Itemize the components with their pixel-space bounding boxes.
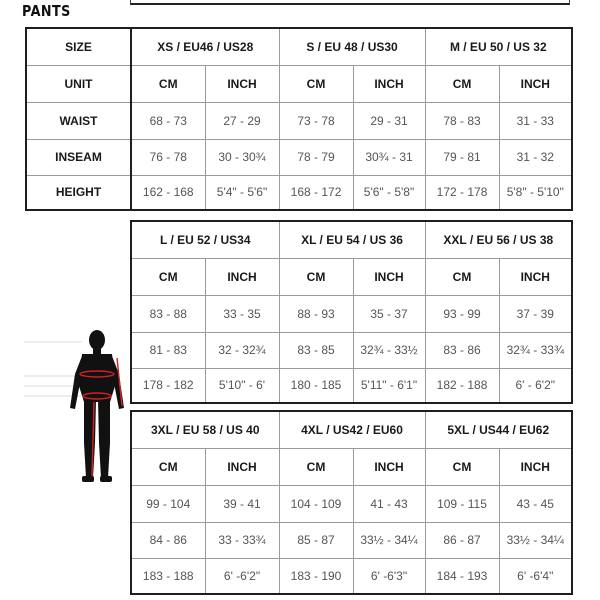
table-cell: 79 - 81	[425, 139, 499, 175]
unit-inch: INCH	[205, 258, 279, 295]
height-row	[26, 175, 572, 210]
table-cell: 33 - 35	[205, 295, 279, 332]
size-header: XS / EU46 / US28	[131, 28, 279, 65]
table-cell: 81 - 83	[131, 332, 205, 368]
table-cell: 93 - 99	[425, 295, 499, 332]
row-label-unit: UNIT	[26, 65, 131, 102]
size-row	[131, 221, 572, 258]
size-header: S / EU 48 / US30	[279, 28, 425, 65]
table-cell: 27 - 29	[205, 102, 279, 139]
waist-row	[131, 485, 572, 522]
table-cell: 5'10" - 6'	[205, 368, 279, 403]
unit-cm: CM	[279, 258, 353, 295]
unit-inch: INCH	[353, 258, 425, 295]
size-header: M / EU 50 / US 32	[425, 28, 572, 65]
table-cell: 183 - 188	[131, 558, 205, 594]
inseam-row	[131, 522, 572, 558]
table-cell: 109 - 115	[425, 485, 499, 522]
table-cell: 83 - 85	[279, 332, 353, 368]
waist-row	[26, 102, 572, 139]
unit-inch: INCH	[353, 65, 425, 102]
unit-cm: CM	[425, 258, 499, 295]
table-cell: 32 - 32¾	[205, 332, 279, 368]
table-cell: 104 - 109	[279, 485, 353, 522]
inseam-row	[26, 139, 572, 175]
unit-inch: INCH	[499, 448, 572, 485]
size-header: 3XL / EU 58 / US 40	[131, 411, 279, 448]
unit-row	[131, 258, 572, 295]
unit-inch: INCH	[499, 258, 572, 295]
table-cell: 85 - 87	[279, 522, 353, 558]
table-cell: 29 - 31	[353, 102, 425, 139]
inseam-row	[131, 332, 572, 368]
unit-inch: INCH	[205, 448, 279, 485]
table-cell: 83 - 88	[131, 295, 205, 332]
table-cell: 68 - 73	[131, 102, 205, 139]
table-cell: 86 - 87	[425, 522, 499, 558]
unit-cm: CM	[131, 448, 205, 485]
table-cell: 184 - 193	[425, 558, 499, 594]
size-header: 4XL / US42 / EU60	[279, 411, 425, 448]
unit-cm: CM	[425, 448, 499, 485]
size-header: XXL / EU 56 / US 38	[425, 221, 572, 258]
table-cell: 76 - 78	[131, 139, 205, 175]
size-row	[131, 411, 572, 448]
table-cell: 78 - 79	[279, 139, 353, 175]
height-row	[131, 558, 572, 594]
unit-cm: CM	[425, 65, 499, 102]
size-header: 5XL / US44 / EU62	[425, 411, 572, 448]
table-cell: 78 - 83	[425, 102, 499, 139]
table-cell: 37 - 39	[499, 295, 572, 332]
unit-inch: INCH	[499, 65, 572, 102]
table-cell: 31 - 33	[499, 102, 572, 139]
table-cell: 84 - 86	[131, 522, 205, 558]
table-cell: 35 - 37	[353, 295, 425, 332]
body-silhouette	[70, 330, 124, 482]
table-cell: 172 - 178	[425, 175, 499, 210]
table-cell: 32¾ - 33½	[353, 332, 425, 368]
table-cell: 178 - 182	[131, 368, 205, 403]
table-cell: 5'11" - 6'1"	[353, 368, 425, 403]
unit-cm: CM	[279, 448, 353, 485]
table-cell: 30¾ - 31	[353, 139, 425, 175]
size-header: XL / EU 54 / US 36	[279, 221, 425, 258]
waist-row	[131, 295, 572, 332]
unit-inch: INCH	[353, 448, 425, 485]
page-title: PANTS	[22, 2, 71, 20]
table-cell: 5'8" - 5'10"	[499, 175, 572, 210]
table-cell: 162 - 168	[131, 175, 205, 210]
table-cell: 73 - 78	[279, 102, 353, 139]
table-cell: 5'6" - 5'8"	[353, 175, 425, 210]
table-cell: 31 - 32	[499, 139, 572, 175]
row-label-inseam: INSEAM	[26, 139, 131, 175]
body-measurement-figure-icon	[22, 328, 132, 488]
table-cell: 183 - 190	[279, 558, 353, 594]
size-header: L / EU 52 / US34	[131, 221, 279, 258]
table-cell: 43 - 45	[499, 485, 572, 522]
unit-inch: INCH	[205, 65, 279, 102]
unit-cm: CM	[131, 258, 205, 295]
table-cell: 6' -6'4"	[499, 558, 572, 594]
table-cell: 88 - 93	[279, 295, 353, 332]
unit-row	[26, 65, 572, 102]
size-table-1	[25, 27, 573, 211]
previous-table-edge	[130, 0, 570, 5]
size-table-3	[130, 410, 573, 595]
size-table-2	[130, 220, 573, 404]
height-row	[131, 368, 572, 403]
table-cell: 33 - 33¾	[205, 522, 279, 558]
table-cell: 99 - 104	[131, 485, 205, 522]
row-label-height: HEIGHT	[26, 175, 131, 210]
table-cell: 32¾ - 33¾	[499, 332, 572, 368]
table-cell: 33½ - 34¼	[353, 522, 425, 558]
table-cell: 180 - 185	[279, 368, 353, 403]
table-cell: 41 - 43	[353, 485, 425, 522]
unit-cm: CM	[279, 65, 353, 102]
unit-row	[131, 448, 572, 485]
table-cell: 6' -6'3"	[353, 558, 425, 594]
size-row	[26, 28, 572, 65]
table-cell: 5'4" - 5'6"	[205, 175, 279, 210]
table-cell: 39 - 41	[205, 485, 279, 522]
table-cell: 83 - 86	[425, 332, 499, 368]
unit-cm: CM	[131, 65, 205, 102]
table-cell: 182 - 188	[425, 368, 499, 403]
table-cell: 30 - 30¾	[205, 139, 279, 175]
row-label-waist: WAIST	[26, 102, 131, 139]
table-cell: 6' - 6'2"	[499, 368, 572, 403]
table-cell: 168 - 172	[279, 175, 353, 210]
table-cell: 33½ - 34¼	[499, 522, 572, 558]
table-cell: 6' -6'2"	[205, 558, 279, 594]
row-label-size: SIZE	[26, 28, 131, 65]
